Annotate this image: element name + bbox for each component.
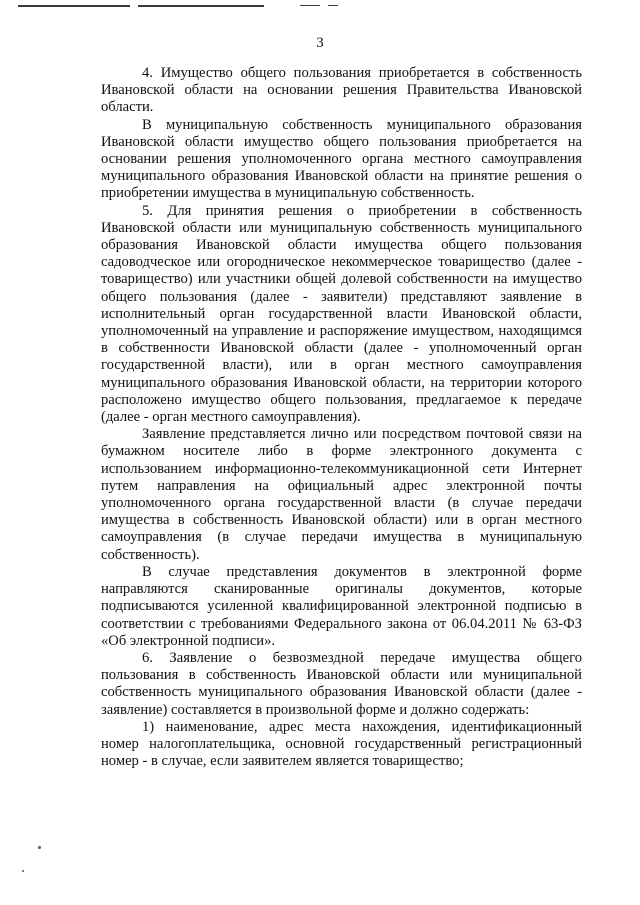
- paragraph: В муниципальную собственность муниципального образования Ивановской области имущество общего пользования приобретается на основании решения уполномоченного органа местного самоуправления муниципального образования Ивановской области на принятие решения о приобретении имущества в муниципальную собственность.: [101, 116, 582, 202]
- document-body: [101, 65, 582, 770]
- paragraph: 6. Заявление о безвозмездной передаче имущества общего пользования в собственность Ивановской области или муниципальной собственность муниципального образования Ивановской области (далее - заявление) составляется в произвольной форме и должно содержать:: [101, 649, 582, 718]
- scan-artifact-line: [300, 5, 320, 6]
- paragraph: В случае представления документов в электронной форме направляются сканированные оригиналы документов, которые подписываются усиленной квалифицированной электронной подписью в соответствии с требованиями Федерального закона от 06.04.2011 № 63-ФЗ «Об электронной подписи».: [101, 563, 582, 649]
- scan-artifact-line: [18, 5, 130, 7]
- paragraph: 1) наименование, адрес места нахождения, идентификационный номер налогоплательщика, основной государственный регистрационный номер - в случае, если заявителем является товарищество;: [101, 718, 582, 770]
- scan-speck: [22, 870, 24, 872]
- scan-speck: [38, 846, 41, 849]
- page-number: 3: [316, 35, 324, 51]
- scan-artifact-line: [328, 5, 338, 6]
- paragraph: 4. Имущество общего пользования приобретается в собственность Ивановской области на основании решения Правительства Ивановской области.: [101, 65, 582, 116]
- paragraph: Заявление представляется лично или посредством почтовой связи на бумажном носителе либо в форме электронного документа с использованием информационно-телекоммуникационной сети Интернет путем направления на официальный адрес электронной почты уполномоченного органа государственной власти (в случае передачи имущества в собственность Ивановской области) или в орган местного самоуправления (в случае передачи имущества в муниципальную собственность).: [101, 426, 582, 563]
- scan-artifact-line: [138, 5, 264, 7]
- paragraph: 5. Для принятия решения о приобретении в собственность Ивановской области или муниципальную собственность муниципального образования Ивановской области имущества общего пользования садоводческое или огородническое некоммерческое товарищество (далее - товарищество) или участники общей долевой собственности на имущество общего пользования (далее - заявители) представляют заявление в исполнительный орган государственной власти Ивановской области, уполномоченный на управление и распоряжение имуществом, находящимся в собственности Ивановской области (далее - уполномоченный орган государственной власти), или в орган местного самоуправления муниципального образования Ивановской области, на территории которого расположено имущество общего пользования, предлагаемое к передаче (далее - орган местного самоуправления).: [101, 202, 582, 426]
